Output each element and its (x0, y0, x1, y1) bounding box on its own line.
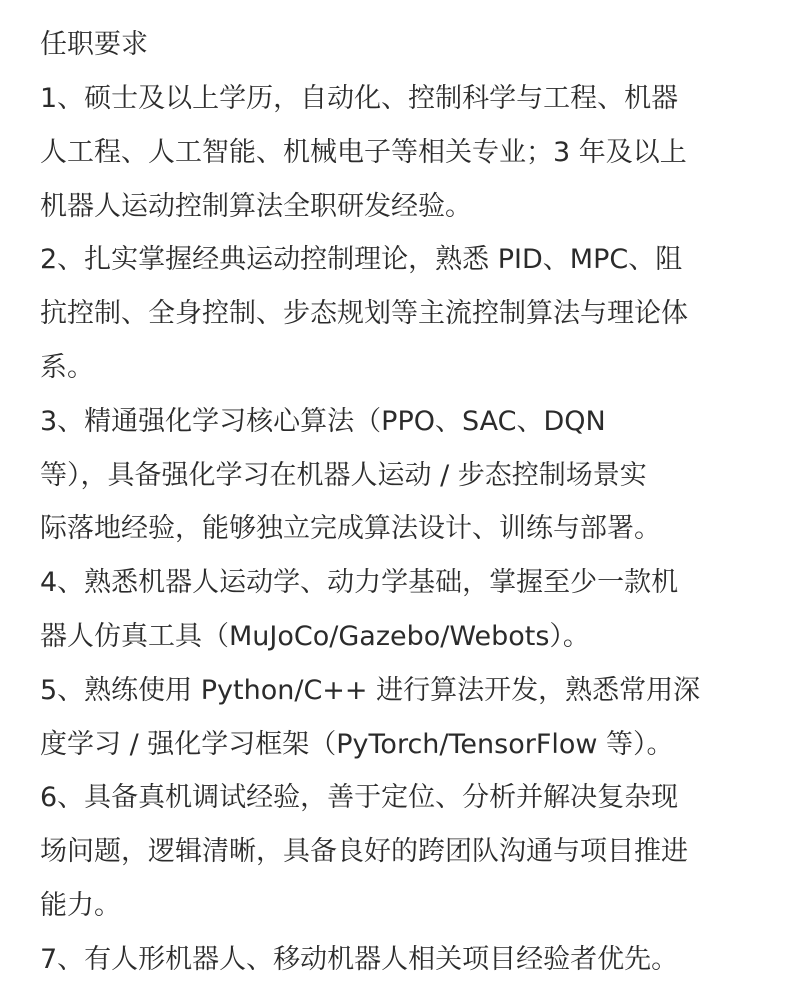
text-line: 系。 (40, 351, 94, 383)
text-line: 器人仿真工具（MuJoCo/Gazebo/Webots）。 (40, 620, 590, 652)
text-line: 机器人运动控制算法全职研发经验。 (40, 190, 472, 222)
text-line: 抗控制、全身控制、步态规划等主流控制算法与理论体 (40, 298, 688, 330)
requirements-body (40, 72, 768, 984)
text-line: 际落地经验，能够独立完成算法设计、训练与部署。 (40, 513, 661, 545)
text-line: 度学习 / 强化学习框架（PyTorch/TensorFlow 等）。 (40, 728, 674, 760)
text-line: 7、有人形机器人、移动机器人相关项目经验者优先。 (40, 943, 679, 975)
text-line: 4、熟悉机器人运动学、动力学基础，掌握至少一款机 (40, 567, 679, 599)
text-line: 2、扎实掌握经典运动控制理论，熟悉 PID、MPC、阻 (40, 244, 683, 276)
text-line: 能力。 (40, 889, 121, 921)
text-line: 3、精通强化学习核心算法（PPO、SAC、DQN (40, 405, 606, 437)
text-line: 等），具备强化学习在机器人运动 / 步态控制场景实 (40, 459, 647, 491)
text-line: 6、具备真机调试经验，善于定位、分析并解决复杂现 (40, 782, 679, 814)
text-line: 5、熟练使用 Python/C++ 进行算法开发，熟悉常用深 (40, 674, 701, 706)
text-line: 场问题，逻辑清晰，具备良好的跨团队沟通与项目推进 (40, 836, 688, 868)
text-line: 1、硕士及以上学历，自动化、控制科学与工程、机器 (40, 83, 679, 114)
text-line: 人工程、人工智能、机械电子等相关专业；3 年及以上 (40, 136, 687, 168)
section-title: 任职要求 (40, 29, 148, 60)
